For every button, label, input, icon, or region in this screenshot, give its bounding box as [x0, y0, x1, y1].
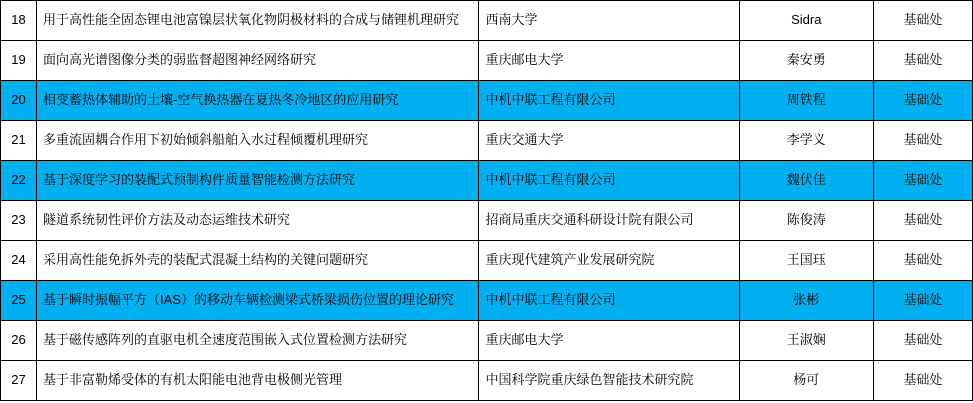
- table-row: [1, 1, 973, 41]
- row-project-title: 相变蓄热体辅助的土壤-空气换热器在夏热冬冷地区的应用研究: [37, 81, 479, 121]
- row-department: 基础处: [873, 161, 972, 201]
- row-index: 20: [1, 81, 37, 121]
- row-organization: 中机中联工程有限公司: [479, 281, 739, 321]
- row-person-in-charge: 魏伏佳: [739, 161, 873, 201]
- row-person-in-charge: 张彬: [739, 281, 873, 321]
- row-organization: 西南大学: [479, 1, 739, 41]
- table-row: [1, 161, 973, 201]
- row-department: 基础处: [873, 281, 972, 321]
- row-index: 18: [1, 1, 37, 41]
- row-organization: 中机中联工程有限公司: [479, 81, 739, 121]
- row-organization: 中国科学院重庆绿色智能技术研究院: [479, 361, 739, 401]
- row-organization: 重庆邮电大学: [479, 321, 739, 361]
- row-department: 基础处: [873, 121, 972, 161]
- row-project-title: 采用高性能免拆外壳的装配式混凝土结构的关键问题研究: [37, 241, 479, 281]
- table-row: [1, 281, 973, 321]
- row-index: 19: [1, 41, 37, 81]
- row-department: 基础处: [873, 41, 972, 81]
- row-project-title: 多重流固耦合作用下初始倾斜船舶入水过程倾覆机理研究: [37, 121, 479, 161]
- table-body: [1, 1, 973, 401]
- row-department: 基础处: [873, 361, 972, 401]
- row-department: 基础处: [873, 241, 972, 281]
- row-person-in-charge: 李学义: [739, 121, 873, 161]
- row-person-in-charge: Sidra: [739, 1, 873, 41]
- row-department: 基础处: [873, 321, 972, 361]
- table-row: [1, 121, 973, 161]
- row-project-title: 隧道系统韧性评价方法及动态运维技术研究: [37, 201, 479, 241]
- row-index: 26: [1, 321, 37, 361]
- row-project-title: 基于深度学习的装配式预制构件质量智能检测方法研究: [37, 161, 479, 201]
- row-person-in-charge: 杨可: [739, 361, 873, 401]
- row-project-title: 用于高性能全固态锂电池富镍层状氧化物阴极材料的合成与储锂机理研究: [37, 1, 479, 41]
- table-row: [1, 321, 973, 361]
- row-index: 24: [1, 241, 37, 281]
- row-index: 21: [1, 121, 37, 161]
- row-department: 基础处: [873, 201, 972, 241]
- table-row: [1, 361, 973, 401]
- row-organization: 重庆邮电大学: [479, 41, 739, 81]
- row-person-in-charge: 陈俊涛: [739, 201, 873, 241]
- row-index: 23: [1, 201, 37, 241]
- row-project-title: 基于非富勒烯受体的有机太阳能电池背电极侧光管理: [37, 361, 479, 401]
- row-organization: 招商局重庆交通科研设计院有限公司: [479, 201, 739, 241]
- table-row: [1, 41, 973, 81]
- row-index: 22: [1, 161, 37, 201]
- row-person-in-charge: 王淑娴: [739, 321, 873, 361]
- row-person-in-charge: 王国珏: [739, 241, 873, 281]
- row-organization: 重庆现代建筑产业发展研究院: [479, 241, 739, 281]
- row-project-title: 基于瞬时振幅平方（IAS）的移动车辆检测梁式桥梁损伤位置的理论研究: [37, 281, 479, 321]
- row-department: 基础处: [873, 1, 972, 41]
- row-organization: 中机中联工程有限公司: [479, 161, 739, 201]
- table-row: [1, 241, 973, 281]
- row-project-title: 基于磁传感阵列的直驱电机全速度范围嵌入式位置检测方法研究: [37, 321, 479, 361]
- row-person-in-charge: 秦安勇: [739, 41, 873, 81]
- row-project-title: 面向高光谱图像分类的弱监督超图神经网络研究: [37, 41, 479, 81]
- table-row: [1, 201, 973, 241]
- row-person-in-charge: 周铁程: [739, 81, 873, 121]
- row-index: 25: [1, 281, 37, 321]
- row-organization: 重庆交通大学: [479, 121, 739, 161]
- table-row: [1, 81, 973, 121]
- row-index: 27: [1, 361, 37, 401]
- row-department: 基础处: [873, 81, 972, 121]
